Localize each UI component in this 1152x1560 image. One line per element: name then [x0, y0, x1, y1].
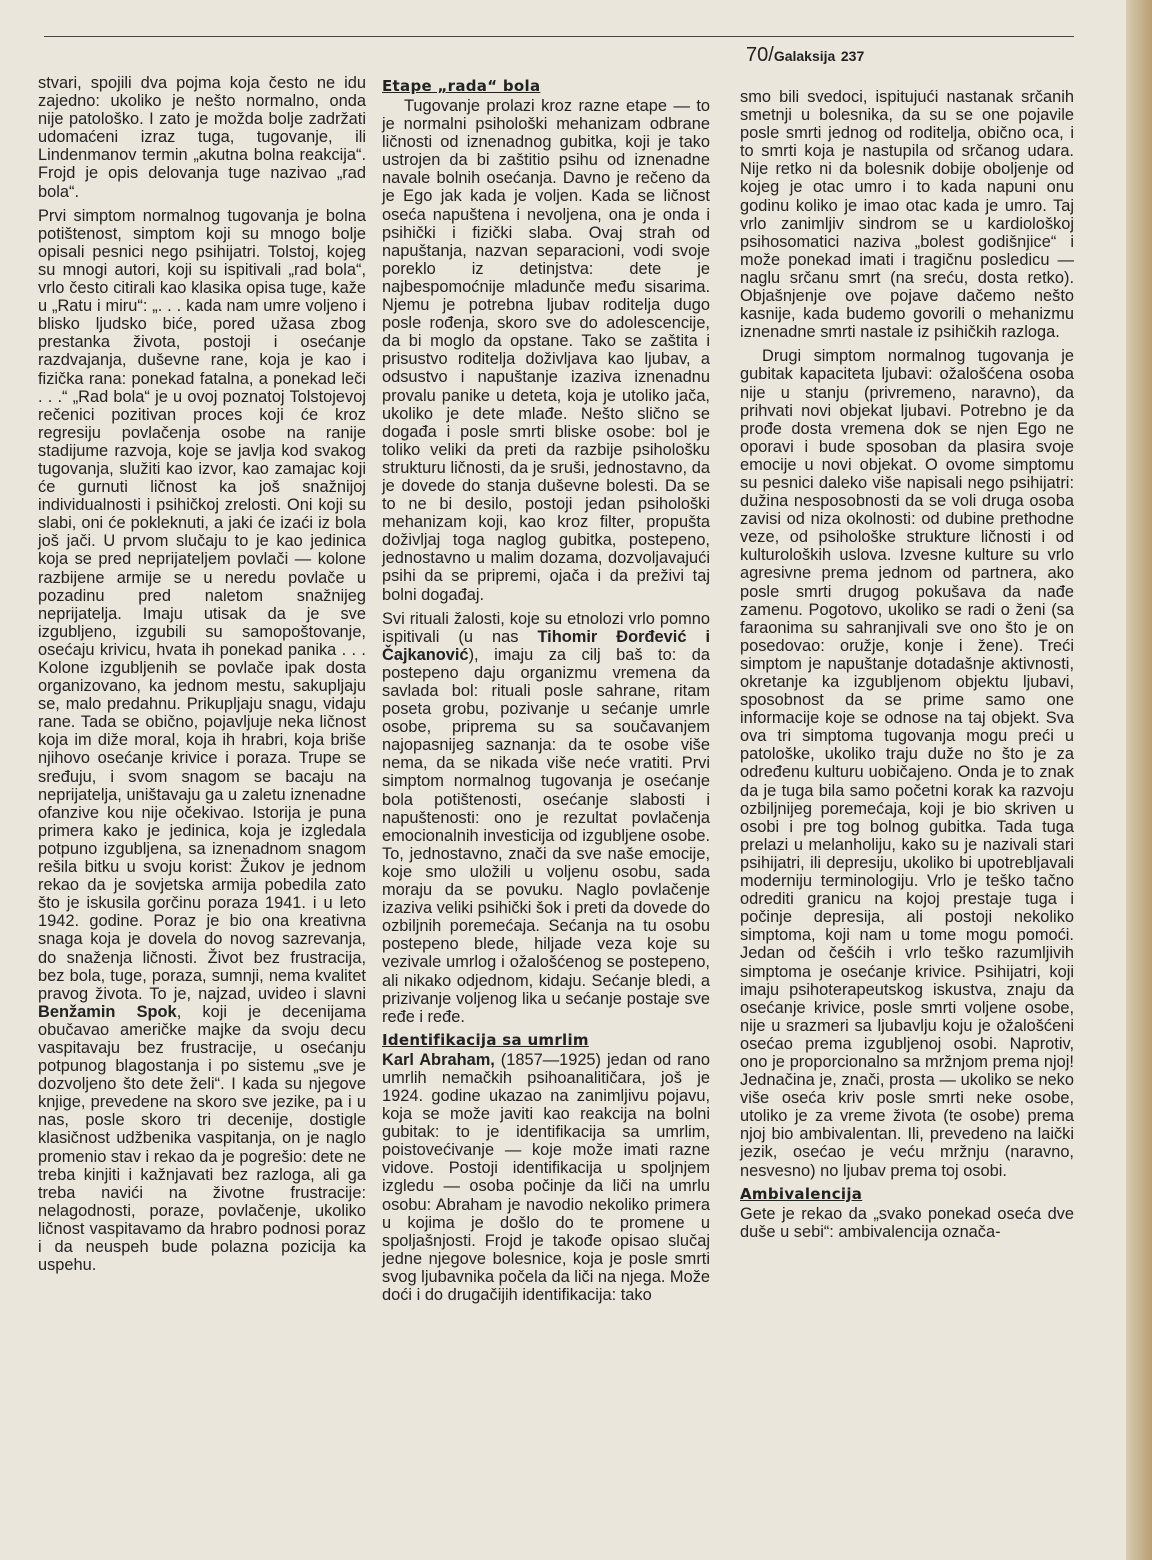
paragraph: Svi rituali žalosti, koje su etnolozi vrlo pomno ispitivali (u nas Tihomir Đorđević i Čajkanović), imaju za cilj baš to: da postepeno daju organizmu vremena da savlada bol: rituali posle sahrane, ritam poseta grobu, pozivanje u sećanje umrle osobe, priprema su sa součavanjem najopasnijeg saznanja: da te osobe više nema, da se nikada više neće vratiti. Prvi simptom normalnog tugovanja je osećanje bola potištenosti, osećanje slabosti i napuštenosti: ono je rezultat povlačenja emocionalnih investicija od izgubljene osobe. To, jednostavno, znači da sve naše emocije, koje smo uložili u voljenu osobu, sada moraju da se povuku. Naglo povlačenje izaziva veliki psihički šok i preti da dovede do ozbiljnih poremećaja. Sećanja na tu osobu postepeno blede, hiljade veza koje su vezivale umrlog i ožalošćenog se postepeno, ali nikako odjednom, kidaju. Sećanje bledi, a prizivanje voljenog lika u sećanje postaje sve ređe i ređe. — [382, 609, 711, 1026]
person-name: Benžamin Spok — [38, 1002, 177, 1021]
paragraph: stvari, spojili dva pojma koja često ne idu zajedno: ukoliko je nešto normalno, onda nije patološko. I zato je možda bolje zadržati udomaćeni izraz tuga, tugovanje, ili Lindenmanov termin „akutna bolna reakcija“. Frojd je opis delovanja tuge nazivao „rad bola“. — [38, 74, 366, 201]
person-name: Karl Abraham, — [382, 1050, 495, 1069]
column-3 — [740, 88, 1074, 1241]
paragraph: Prvi simptom normalnog tugovanja je bolna potištenost, simptom koji su mnogo bolje opisali pesnici nego psihijatri. Tolstoj, kojeg su mnogi autori, koji su ispitivali „rad bola“, vrlo često citirali kao klasika opisa tuge, kaže u „Ratu i miru“: „. . . kada nam umre voljeno i blisko ljudsko biće, pored užasa zbog prestanka života, postoji i osećanje razdvajanja, duševne rane, koja je kao i fizička rana: ponekad fatalna, a ponekad leči . . .“ „Rad bola“ je u ovoj poznatoj Tolstojevoj rečenici pozitivan proces koji će kroz regresiju povlačenja osobe na ranije stadijume razvoja, koje se javlja kod svakog tugovanja, služiti kao izvor, kao zamajac koji će gurnuti ličnost ka još snažnijoj individualnosti i psihičkoj zrelosti. Oni koji su slabi, oni će pokleknuti, a jaki će izaći iz bola još jači. U prvom slučaju to je kao jedinica koja se pred neprijateljem povlači — kolone razbijene armije se u neredu povlače u pozadinu pred naletom snažnijeg neprijatelja. Imaju utisak da je sve izgubljeno, izgubili su samopoštovanje, osećaju krivicu, hvata ih ponekad panika . . . Kolone izgubljenih se povlače ipak dosta organizovano, ka jednom mestu, sakupljaju se, malo predahnu. Prikupljaju snagu, vidaju rane. Tada se obično, pojavljuje neka ličnost koja im diže moral, koja ih hrabri, koja briše njihovo osećanje krivice i poraza. Trupe se sređuju, i svom snagom se bacaju na neprijatelja, uništavaju ga u zaletu iznenadne ofanzive kou nije očekivao. Istorija je puna primera kako je jedinica, koja je izgledala potpuno izgubljena, sa iznenadnom snagom rešila bitku u svoju korist: Žukov je jednom rekao da je sovjetska armija pobedila zato što je iskusila gorčinu poraza 1941. i u leto 1942. godine. Poraz je bio ona kreativna snaga koja je dovela do novog sazrevanja, do snaženja ličnosti. Život bez frustracija, bez bola, tuge, poraza, sumnji, nema kvalitet pravog života. To je, najzad, uvideo i slavni Benžamin Spok, koji je decenijama obučavao američke majke da svoju decu vaspitavaju bez frustracije, u osećanju potpunog blagostanja i po sistemu „sve je dozvoljeno što dete želi“. I kada su njegove knjige, prevedene na skoro sve jezike, pa i u nas, posle skoro tri decenije, dostigle klasičnost udžbenika vaspitanja, on je naglo promenio stav i rekao da je pogrešio: dete ne treba kinjiti i kažnjavati bez razloga, ali ga treba navići na životne frustracije: nelagodnosti, poraze, povlačenje, ukoliko ličnost vaspitavamo da hrabro podnosi poraz i da neuspeh bude polazna pozicija ka uspehu. — [38, 206, 367, 1275]
paragraph: Tugovanje prolazi kroz razne etape — to je normalni psihološki mehanizam odbrane ličnosti od iznenadnog gubitka, koji je tako ustrojen da bi zaštitio psihu od iznenadne navale bolnih osećanja. Davno je rečeno da je Ego jak kada je voljen. Kada se ličnost oseća napuštena i nevoljena, ona je onda i psihički i fizički slaba. Ovaj strah od napuštanja, nazvan separacioni, vodi svoje poreklo iz detinjstva: dete je najbespomoćnije mladunče među sisarima. Njemu je potrebna ljubav roditelja dugo posle rođenja, skoro sve do adolescencije, da bi moglo da opstane. Tako se zaštita i prisustvo roditelja doživljava kao ljubav, a odsustvo i napuštanje izaziva iznenadnu provalu panike u deteta, koja je utoliko jača, ukoliko je dete mlađe. Nešto slično se događa i posle smrti bliske osobe: bol je toliko veliki da preti da razbije psihološku strukturu ličnosti, da je sruši, jednostavno, da je dovede do stanja duševne bolesti. Da se to ne bi desilo, postoji jedan psihološki mehanizam koji, kao kroz filter, propušta doživljaj toga naglog gubitka, postepeno, jednostavno u malim dozama, dozvoljavajući psihi da se pripremi, ojača i da preživi taj bolni događaj. — [382, 97, 710, 604]
page-edge — [1126, 0, 1152, 1560]
section-heading: Ambivalencija — [740, 1184, 863, 1203]
paragraph: smo bili svedoci, ispitujući nastanak srčanih smetnji u bolesnika, da su se one pojavile posle smrti jednog od roditelja, obično oca, i to smrti koja je nastupila od srčanog udara. Nije retko ni da bolesnik dobije oboljenje od kojeg je otac umro i to kada napuni onu godinu koliko je imao otac kada je umro. Taj vrlo zanimljiv sindrom se u kardiološkoj psihosomatici naziva „bolest godišnjice“ i može ponekad imati i tragičnu posledicu — naglu srčanu smrt (na sreću, dosta retko). Objašnjenje ove pojave dačemo nešto kasnije, kada budemo govorili o mehanizmu iznenadne smrti nastale iz psihičkih razloga. — [740, 88, 1074, 342]
page-header — [746, 44, 864, 67]
paragraph: Gete je rekao da „svako ponekad oseća dve duše u sebi“: ambivalencija označa- — [740, 1204, 1074, 1241]
paragraph: Drugi simptom normalnog tugovanja je gubitak kapaciteta ljubavi: ožalošćena osoba nije u stanju (privremeno, naravno), da prihvati novi objekat ljubavi. Potrebno je da prođe dosta vremena dok se njen Ego ne oporavi i bude sposoban da plasira svoje emocije u novi objekat. O ovome simptomu su pesnici daleko više napisali nego psihijatri: dužina nesposobnosti da se voli druga osoba zavisi od niza okolnosti: od dubine prethodne veze, od psihološke strukture ličnosti i od kulturoloških uslova. Izvesne kulture su vrlo agresivne prema jednom od partnera, ako posle smrti drugog pokušava da nađe zamenu. Pogotovo, ukoliko se radi o ženi (sa faraonima su sahranjivali sve ono što je on posedovao: oružje, konje i žene). Treći simptom je napuštanje dotadašnje aktivnosti, okretanje ka izgubljenom objektu ljubavi, sposobnost da se prime samo one informacije koje se odnose na taj objekt. Sva ova tri simptoma tugovanja mogu preći u patološke, ukoliko traju duže no što je za određenu kulturu uobičajeno. Onda je to znak da je tuga bila samo početni korak ka razvoju ozbiljnijeg poremećaja, koji je bio skriven u osobi i pre tog bolnog gubitka. Tada tuga prelazi u melanholiju, kako su je nazivali stari psihijatri, ili depresiju, ukoliko bi upotrebljavali moderniju terminologiju. Vrlo je teško tačno odrediti granicu na kojoj prestaje tuga i počinje depresija, ali postoji nekoliko simptoma, koji nam u tome mogu pomoći. Jedan od češćih i vrlo teško razumljivih simptoma je osećanje krivice. Psihijatri, koji imaju psihoterapeutskog iskustva, znaju da osećanje krivice, posle smrti voljene osobe, nije u srazmeri sa ljubavlju koju je ožalošćeni osećao prema izgubljenoj osobi. Naprotiv, ono je proporcionalno sa mržnjom prema njoj! Jednačina je, znači, prosta — ukoliko se neko više oseća kriv posle smrti neke osobe, utoliko je za vreme života (te osobe) prema njoj bio ambivalentan. Ili, prevedeno na laički jezik, osećao je veću mržnju (naravno, nesvesno) no ljubav prema toj osobi. — [740, 347, 1074, 1180]
column-1 — [38, 74, 366, 1274]
column-2 — [382, 78, 710, 1304]
top-rule — [44, 36, 1074, 37]
person-name: Tihomir Đorđević i Čajkanović — [382, 627, 711, 664]
paragraph: Karl Abraham, (1857—1925) jedan od rano umrlih nemačkih psihoanalitičara, još je 1924. godine ukazao na zanimljivu pojavu, koja se može javiti kao reakcija na bolni gubitak: to je identifikacija sa umrlim, poistovećivanje — koje može imati razne vidove. Postoji identifikacija u spoljnjem izgledu — osoba počinje da liči na umrlu osobu: Abraham je navodio nekoliko primera u kojima je došlo do te promene u spoljašnjosti. Frojd je takođe opisao slučaj jedne njegove bolesnice, koja je posle smrti svog ljubavnika počela da liči na njega. Može doći i do drugačijih identifikacija: tako — [382, 1050, 711, 1304]
section-heading: Identifikacija sa umrlim — [382, 1030, 589, 1049]
section-heading: Etape „rada“ bola — [382, 77, 541, 95]
page-number: 70/ — [746, 44, 774, 66]
magazine-name: Galaksija — [773, 48, 836, 64]
issue-number: 237 — [840, 48, 865, 64]
